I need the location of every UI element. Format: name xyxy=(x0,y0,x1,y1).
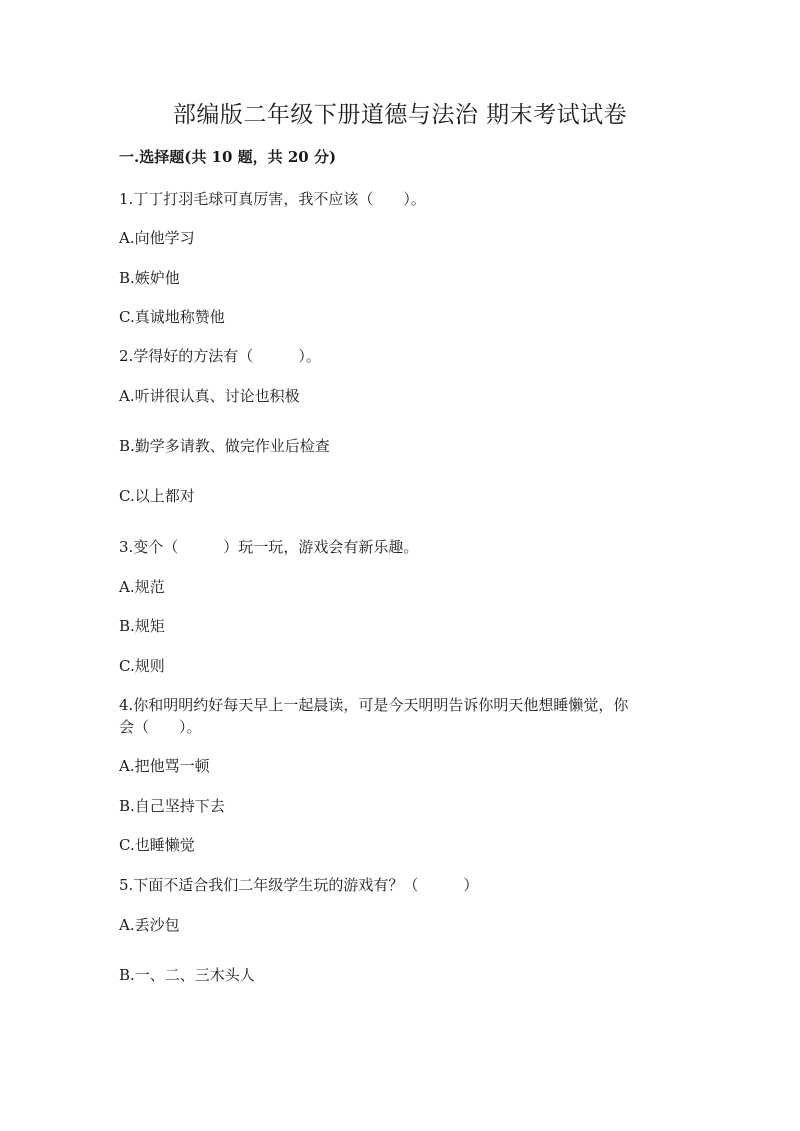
question-2-stem: 2.学得好的方法有（ ）。 xyxy=(119,347,321,365)
question-1-option-b: B.嫉妒他 xyxy=(119,269,180,287)
question-2-option-b: B.勤学多请教、做完作业后检查 xyxy=(119,437,330,455)
question-5-option-a: A.丢沙包 xyxy=(119,916,180,934)
question-4-stem-line-2: 会（ ）。 xyxy=(119,718,202,736)
question-3-stem: 3.变个（ ）玩一玩，游戏会有新乐趣。 xyxy=(119,538,419,556)
question-1-option-c: C.真诚地称赞他 xyxy=(119,308,225,326)
exam-title: 部编版二年级下册道德与法治 期末考试试卷 xyxy=(172,102,628,128)
question-5-option-b: B.一、二、三木头人 xyxy=(119,966,255,984)
question-2-option-a: A.听讲很认真、讨论也积极 xyxy=(119,387,300,405)
section-heading: 一.选择题(共 10 题，共 20 分) xyxy=(119,148,337,166)
question-4-option-a: A.把他骂一顿 xyxy=(119,757,210,775)
question-1-option-a: A.向他学习 xyxy=(119,229,195,247)
question-1-stem: 1.丁丁打羽毛球可真厉害，我不应该（ ）。 xyxy=(119,190,426,208)
question-4-option-c: C.也睡懒觉 xyxy=(119,836,195,854)
question-4-option-b: B.自己坚持下去 xyxy=(119,797,225,815)
question-5-stem: 5.下面不适合我们二年级学生玩的游戏有？（ ） xyxy=(119,876,479,894)
question-3-option-b: B.规矩 xyxy=(119,617,165,635)
question-3-option-c: C.规则 xyxy=(119,657,165,675)
question-3-option-a: A.规范 xyxy=(119,578,165,596)
question-2-option-c: C.以上都对 xyxy=(119,487,195,505)
question-4-stem-line-1: 4.你和明明约好每天早上一起晨读，可是今天明明告诉你明天他想睡懒觉，你 xyxy=(119,696,629,714)
